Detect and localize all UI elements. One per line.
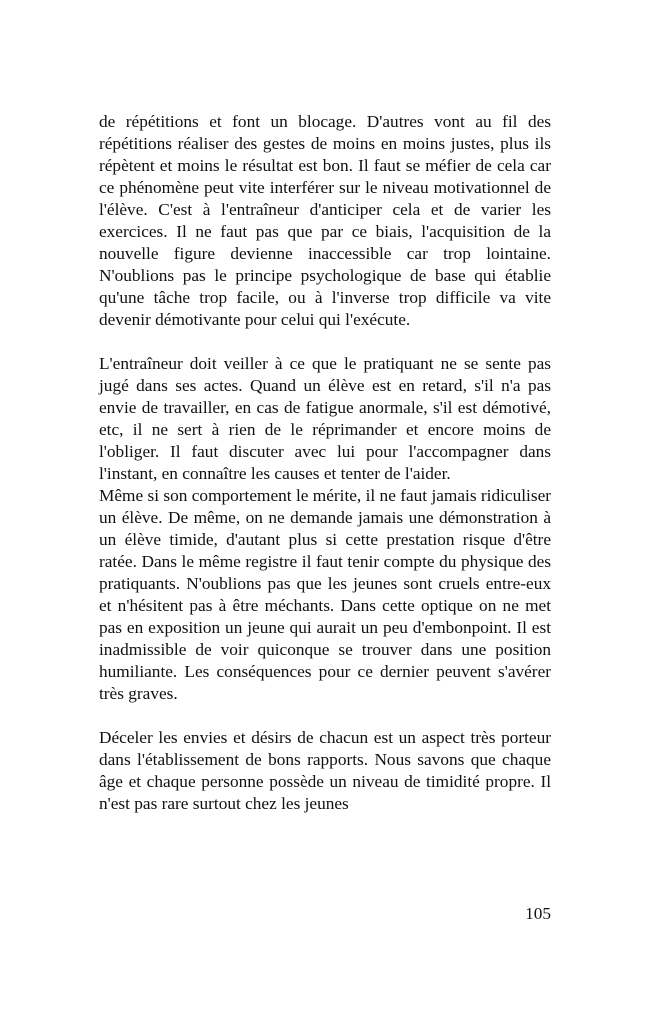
- paragraph-3: Même si son comportement le mérite, il ne faut jamais ridiculiser un élève. De même, on ne demande jamais une démonstration à un élève timide, d'autant plus si cette prestation risque d'être ratée. Dans le même registre il faut tenir compte du physique des pratiquants. N'oublions pas que les jeunes sont cruels entre-eux et n'hésitent pas à être méchants. Dans cette optique on ne met pas en exposition un jeune qui aurait un peu d'embonpoint. Il est inadmissible de voir quiconque se trouver dans une position humiliante. Les conséquences pour ce dernier peuvent s'avérer très graves.: [99, 486, 551, 703]
- paragraph-4: Déceler les envies et désirs de chacun est un aspect très porteur dans l'établissement de bons rapports. Nous savons que chaque âge et chaque personne possède un niveau de timidité propre. Il n'est pas rare surtout chez les jeunes: [99, 728, 551, 813]
- paragraph-1: de répétitions et font un blocage. D'autres vont au fil des répétitions réaliser des gestes de moins en moins justes, plus ils répètent et moins le résultat est bon. Il faut se méfier de cela car ce phénomène peut vite interférer sur le niveau motivationnel de l'élève. C'est à l'entraîneur d'anticiper cela et de varier les exercices. Il ne faut pas que par ce biais, l'acquisition de la nouvelle figure devienne inaccessible car trop lointaine. N'oublions pas le principe psychologique de base qui établie qu'une tâche trop facile, ou à l'inverse trop difficile va vite devenir démotivante pour celui qui l'exécute.: [99, 112, 551, 329]
- page-number: 105: [525, 904, 551, 923]
- paragraph-2: L'entraîneur doit veiller à ce que le pratiquant ne se sente pas jugé dans ses actes. Quand un élève est en retard, s'il n'a pas envie de travailler, en cas de fatigue anormale, s'il est démotivé, etc, il ne sert à rien de le réprimander et encore moins de l'obliger. Il faut discuter avec lui pour l'accompagner dans l'instant, en connaître les causes et tenter de l'aider.: [99, 354, 551, 483]
- body-text: [99, 111, 551, 815]
